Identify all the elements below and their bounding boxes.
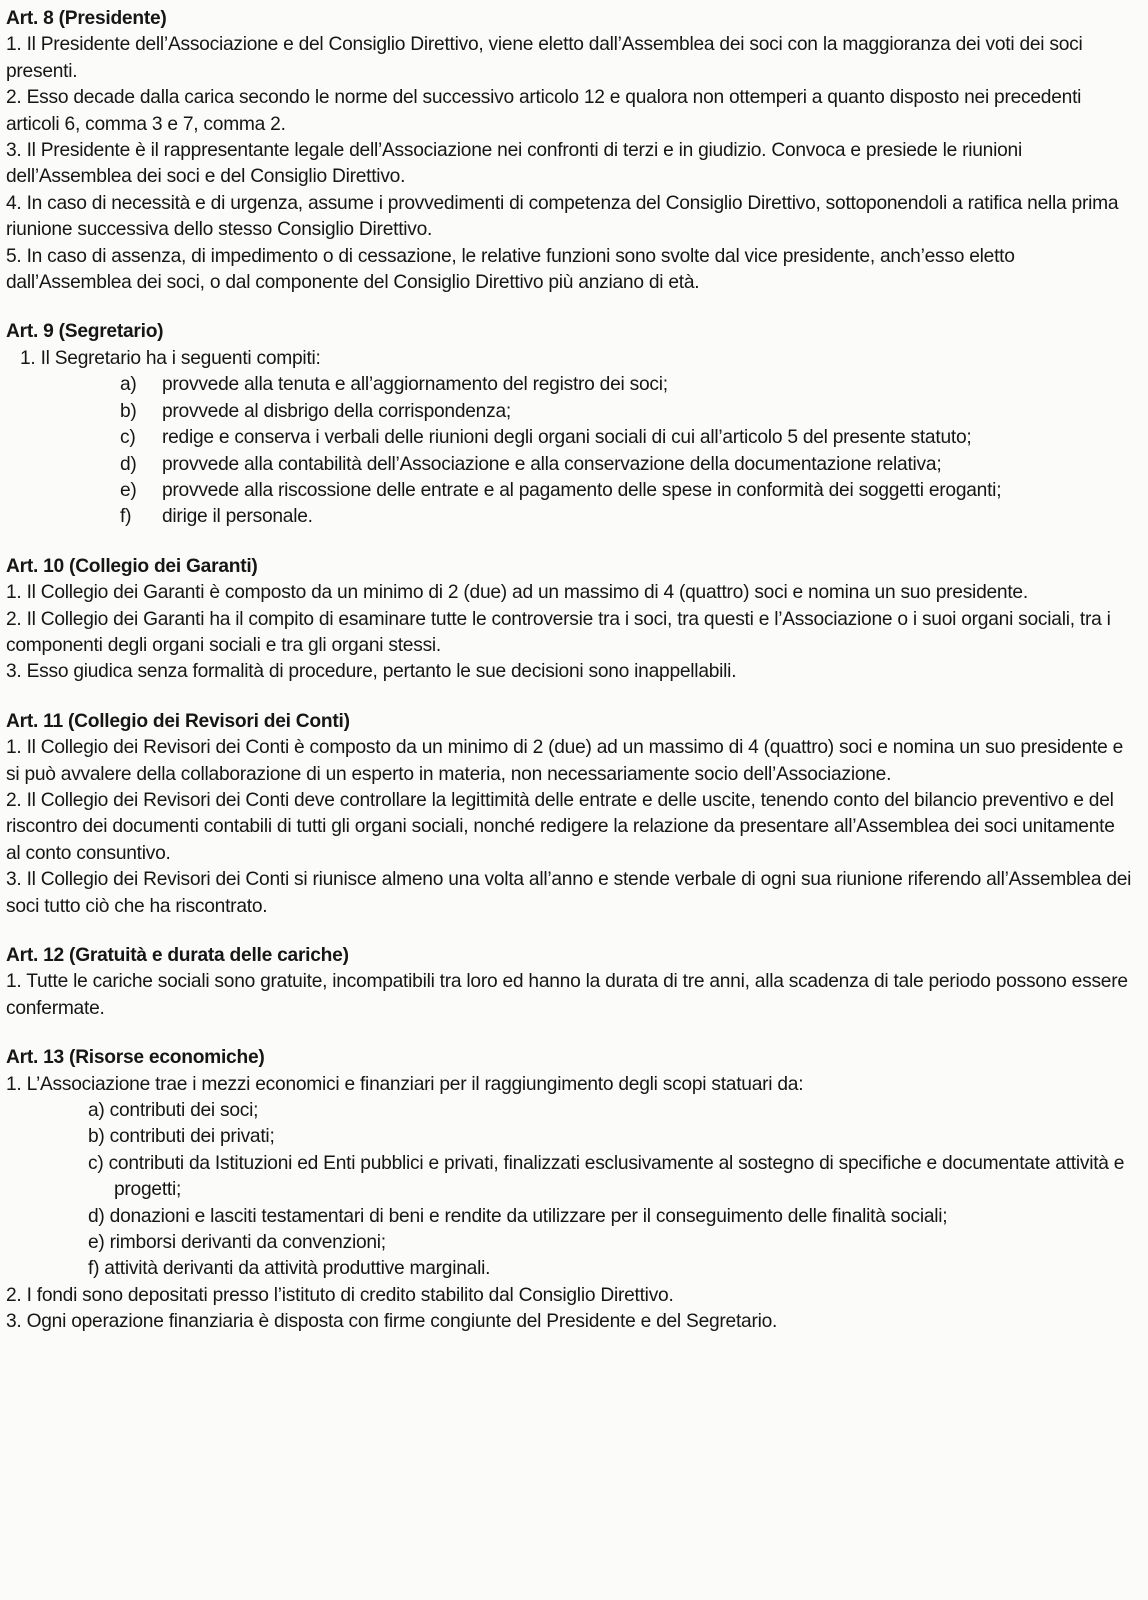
article-10-para-1: 1. Il Collegio dei Garanti è composto da un minimo di 2 (due) ad un massimo di 4 (quattro) soci e nomina un suo presidente. bbox=[6, 582, 1028, 604]
list-item: d) donazioni e lasciti testamentari di beni e rendite da utilizzare per il conseguimento delle finalità sociali; bbox=[88, 1205, 948, 1227]
article-11 bbox=[6, 709, 1132, 920]
list-marker: b) bbox=[120, 400, 137, 422]
article-8-para-5: 5. In caso di assenza, di impedimento o di cessazione, le relative funzioni sono svolte dal vice presidente, anch’esso eletto dall’Assemblea dei soci, o dal componente del Consiglio Direttivo più anziano di età. bbox=[6, 245, 1015, 294]
list-item bbox=[6, 504, 1132, 530]
article-8-para-2: 2. Esso decade dalla carica secondo le norme del successivo articolo 12 e qualora non ottemperi a quanto disposto nei precedenti articoli 6, comma 3 e 7, comma 2. bbox=[6, 87, 1082, 135]
article-10 bbox=[6, 554, 1132, 686]
list-item bbox=[6, 478, 1132, 504]
resources-list bbox=[6, 1098, 1132, 1283]
list-item-text: dirige il personale. bbox=[162, 506, 313, 528]
list-marker: e) bbox=[120, 479, 137, 501]
article-12 bbox=[6, 943, 1132, 1022]
list-item: b) contributi dei privati; bbox=[88, 1126, 275, 1148]
list-item-text: provvede al disbrigo della corrispondenza; bbox=[162, 400, 511, 422]
list-item-text: redige e conserva i verbali delle riunioni degli organi sociali di cui all’articolo 5 del presente statuto; bbox=[162, 427, 972, 449]
article-11-para-3: 3. Il Collegio dei Revisori dei Conti si riunisce almeno una volta all’anno e stende verbale di ogni sua riunione riferendo all’Assemblea dei soci tutto ciò che ha riscontrato. bbox=[6, 869, 1132, 917]
article-10-para-2: 2. Il Collegio dei Garanti ha il compito di esaminare tutte le controversie tra i soci, tra questi e l’Associazione o i suoi organi sociali, tra i componenti degli organi sociali e tra gli organi stessi. bbox=[6, 608, 1111, 656]
list-item-text: provvede alla tenuta e all’aggiornamento del registro dei soci; bbox=[162, 374, 668, 396]
list-item-text: provvede alla contabilità dell’Associazione e alla conservazione della documentazione relativa; bbox=[162, 453, 942, 475]
list-item bbox=[6, 452, 1132, 478]
article-11-para-1: 1. Il Collegio dei Revisori dei Conti è composto da un minimo di 2 (due) ad un massimo di 4 (quattro) soci e nomina un suo presidente e si può avvalere della collaborazione di un esperto in materia, non necessariamente socio dell’Associazione. bbox=[6, 737, 1124, 785]
article-11-title: Art. 11 (Collegio dei Revisori dei Conti) bbox=[6, 710, 350, 732]
list-item: e) rimborsi derivanti da convenzioni; bbox=[88, 1232, 386, 1254]
article-9-title: Art. 9 (Segretario) bbox=[6, 321, 164, 343]
list-item-text: provvede alla riscossione delle entrate e al pagamento delle spese in conformità dei soggetti eroganti; bbox=[162, 479, 1002, 501]
article-13 bbox=[6, 1045, 1132, 1335]
list-marker: d) bbox=[120, 453, 137, 475]
list-item bbox=[6, 372, 1132, 398]
article-9-intro: 1. Il Segretario ha i seguenti compiti: bbox=[20, 347, 321, 369]
article-13-title: Art. 13 (Risorse economiche) bbox=[6, 1047, 265, 1069]
article-8 bbox=[6, 6, 1132, 296]
article-13-para-2: 2. I fondi sono depositati presso l’istituto di credito stabilito dal Consiglio Direttivo. bbox=[6, 1284, 674, 1306]
list-item: a) contributi dei soci; bbox=[88, 1100, 259, 1122]
article-13-para-3: 3. Ogni operazione finanziaria è disposta con firme congiunte del Presidente e del Segretario. bbox=[6, 1311, 778, 1333]
article-8-title: Art. 8 (Presidente) bbox=[6, 8, 167, 29]
article-8-para-4: 4. In caso di necessità e di urgenza, assume i provvedimenti di competenza del Consiglio Direttivo, sottoponendoli a ratifica nella prima riunione successiva dello stesso Consiglio Direttivo. bbox=[6, 192, 1119, 241]
list-item: c) contributi da Istituzioni ed Enti pubblici e privati, finalizzati esclusivamente al sostegno di specifiche e documentate attività e progetti; bbox=[88, 1152, 1125, 1201]
article-9 bbox=[6, 319, 1132, 530]
article-10-para-3: 3. Esso giudica senza formalità di procedure, pertanto le sue decisioni sono inappellabili. bbox=[6, 661, 737, 683]
list-item bbox=[6, 399, 1132, 425]
article-12-title: Art. 12 (Gratuità e durata delle cariche) bbox=[6, 945, 349, 966]
article-8-para-1: 1. Il Presidente dell’Associazione e del Consiglio Direttivo, viene eletto dall’Assemblea dei soci con la maggioranza dei voti dei soci presenti. bbox=[6, 34, 1083, 82]
article-10-title: Art. 10 (Collegio dei Garanti) bbox=[6, 555, 258, 577]
list-marker: a) bbox=[120, 374, 137, 396]
article-12-para-1: 1. Tutte le cariche sociali sono gratuite, incompatibili tra loro ed hanno la durata di tre anni, alla scadenza di tale periodo possono essere confermate. bbox=[6, 971, 1128, 1019]
list-marker: f) bbox=[120, 506, 132, 528]
list-item: f) attività derivanti da attività produttive marginali. bbox=[88, 1258, 491, 1280]
list-item bbox=[6, 425, 1132, 451]
secretary-duties-list bbox=[6, 372, 1132, 530]
list-marker: c) bbox=[120, 427, 136, 449]
article-13-intro: 1. L’Associazione trae i mezzi economici e finanziari per il raggiungimento degli scopi statuari da: bbox=[6, 1073, 804, 1095]
article-11-para-2: 2. Il Collegio dei Revisori dei Conti deve controllare la legittimità delle entrate e delle uscite, tenendo conto del bilancio preventivo e del riscontro dei documenti contabili di tutti gli organi sociali, nonché redigere la relazione da presentare all’Assemblea dei soci unitamente al conto consuntivo. bbox=[6, 789, 1115, 864]
article-8-para-3: 3. Il Presidente è il rappresentante legale dell’Associazione nei confronti di terzi e in giudizio. Convoca e presiede le riunioni dell’Assemblea dei soci e del Consiglio Direttivo. bbox=[6, 140, 1022, 188]
